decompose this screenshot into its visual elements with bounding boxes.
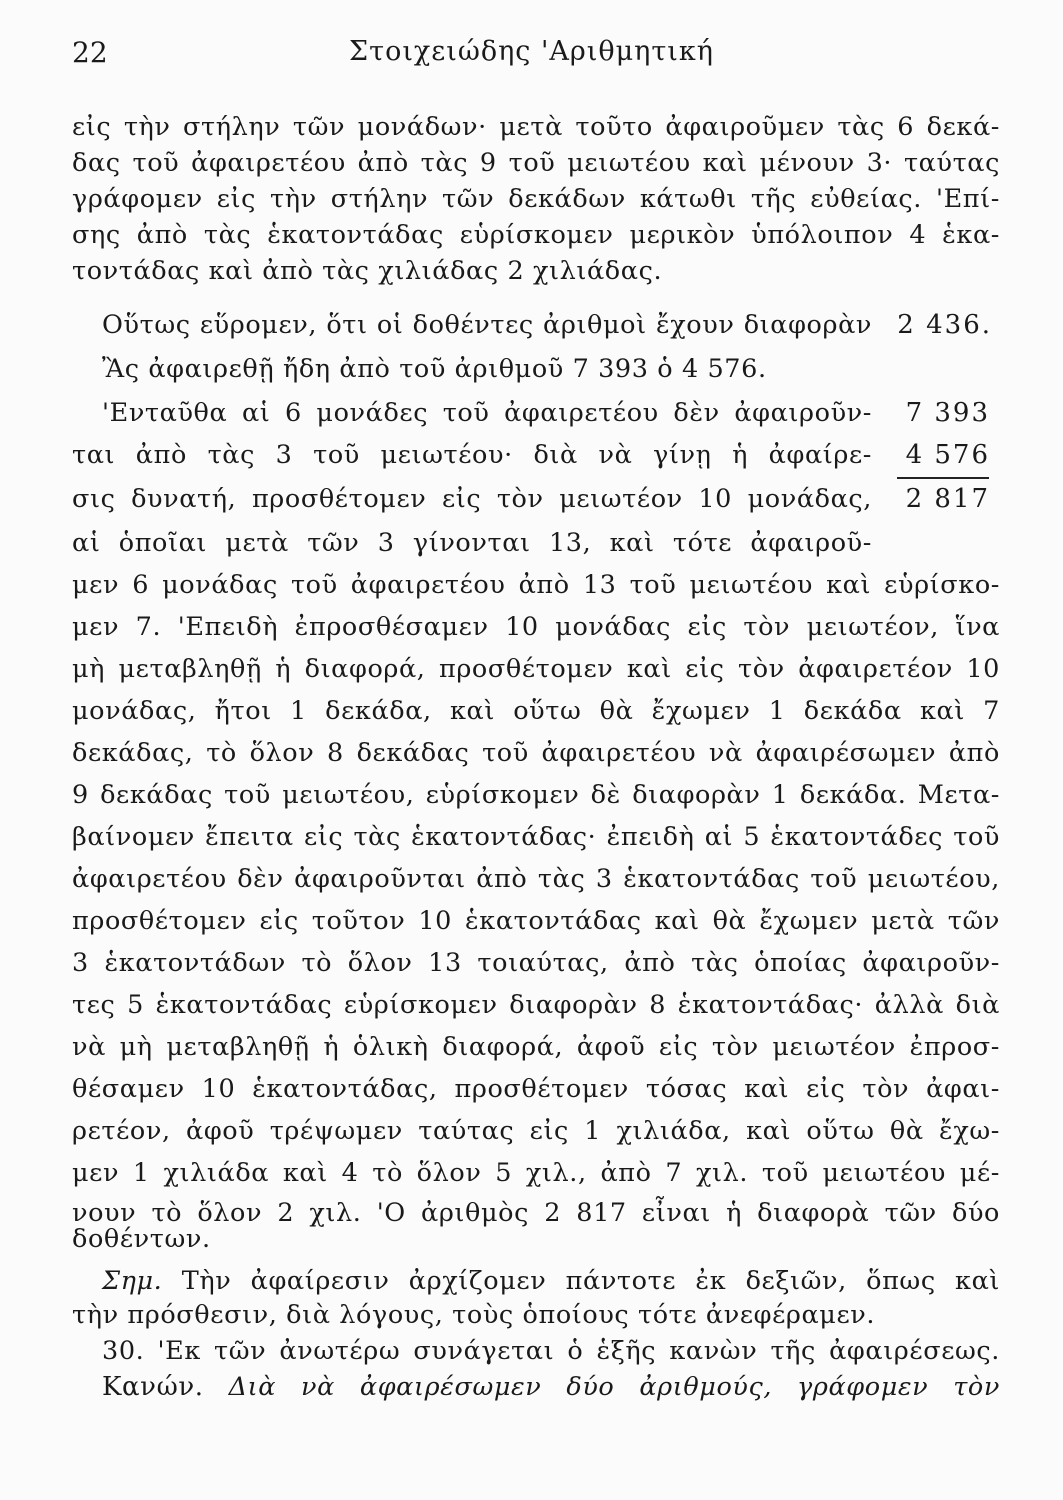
text-line: μεν 1 χιλιάδα καὶ 4 τὸ ὅλον 5 χιλ., ἀπὸ 7 χιλ. τοῦ μειωτέου μέ- <box>72 1158 1000 1188</box>
text-line: ἀφαιρετέου δὲν ἀφαιροῦνται ἀπὸ τὰς 3 ἑκατοντάδας τοῦ μειωτέου, <box>72 864 1000 894</box>
text-line: νὰ μὴ μεταβληθῇ ἡ ὁλικὴ διαφορά, ἀφοῦ εἰς τὸν μειωτέον ἐπροσ- <box>72 1032 1000 1062</box>
subtrahend: 4 576 <box>905 440 990 470</box>
example-statement: Ἂς ἀφαιρεθῇ ἤδη ἀπὸ τοῦ ἀριθμοῦ 7 393 ὁ 4 576. <box>102 354 767 384</box>
difference: 2 817 <box>905 484 990 514</box>
rule-line <box>72 1372 1000 1402</box>
text-line: δεκάδας, τὸ ὅλον 8 δεκάδας τοῦ ἀφαιρετέου νὰ ἀφαιρέσωμεν ἀπὸ <box>72 738 1000 768</box>
note-label: Σημ. <box>102 1266 163 1296</box>
text-line: ρετέον, ἀφοῦ τρέψωμεν ταύτας εἰς 1 χιλιάδα, καὶ οὕτω θὰ ἔχω- <box>72 1116 1000 1146</box>
text-line: μεν 6 μονάδας τοῦ ἀφαιρετέου ἀπὸ 13 τοῦ μειωτέου καὶ εὑρίσκο- <box>72 570 1000 600</box>
text-line: δοθέντων. <box>72 1224 211 1254</box>
text-line: σις δυνατή, προσθέτομεν εἰς τὸν μειωτέον 10 μονάδας, <box>72 484 872 514</box>
rule-text: Διὰ νὰ ἀφαιρέσωμεν δύο ἀριθμούς, γράφομεν τὸν <box>228 1372 1000 1402</box>
text-line: 9 δεκάδας τοῦ μειωτέου, εὑρίσκομεν δὲ διαφορὰν 1 δεκάδα. Μετα- <box>72 780 1000 810</box>
text-line: βαίνομεν ἔπειτα εἰς τὰς ἑκατοντάδας· ἐπειδὴ αἱ 5 ἑκατοντάδες τοῦ <box>72 822 1000 852</box>
page-header <box>0 36 1063 76</box>
text-line: δας τοῦ ἀφαιρετέου ἀπὸ τὰς 9 τοῦ μειωτέου καὶ μένουν 3· ταύτας <box>72 148 1000 178</box>
text-line: 3 ἑκατοντάδων τὸ ὅλον 13 τοιαύτας, ἀπὸ τὰς ὁποίας ἀφαιροῦν- <box>72 948 1000 978</box>
result-text: Οὕτως εὕρομεν, ὅτι οἱ δοθέντες ἀριθμοὶ ἔχουν διαφορὰν <box>102 310 872 340</box>
text-line: μεν 7. 'Επειδὴ ἐπροσθέσαμεν 10 μονάδας εἰς τὸν μειωτέον, ἵνα <box>72 612 1000 642</box>
minuend: 7 393 <box>905 398 990 428</box>
result-value: 2 436. <box>897 310 992 340</box>
page-number: 22 <box>72 36 108 69</box>
text-line: γράφομεν εἰς τὴν στήλην τῶν δεκάδων κάτωθι τῆς εὐθείας. 'Επί- <box>72 184 1000 214</box>
subtraction-rule <box>897 477 989 479</box>
note-text: Τὴν ἀφαίρεσιν ἀρχίζομεν πάντοτε ἐκ δεξιῶν, ὅπως καὶ <box>181 1266 1000 1296</box>
text-line: μὴ μεταβληθῇ ἡ διαφορά, προσθέτομεν καὶ εἰς τὸν ἀφαιρετέον 10 <box>72 654 1000 684</box>
text-line: 'Ενταῦθα αἱ 6 μονάδες τοῦ ἀφαιρετέου δὲν ἀφαιροῦν- <box>102 398 872 428</box>
section-heading: 30. 'Εκ τῶν ἀνωτέρω συνάγεται ὁ ἑξῆς κανὼν τῆς ἀφαιρέσεως. <box>102 1336 1000 1366</box>
text-line: εἰς τὴν στήλην τῶν μονάδων· μετὰ τοῦτο ἀφαιροῦμεν τὰς 6 δεκά- <box>72 112 1000 142</box>
text-line: ται ἀπὸ τὰς 3 τοῦ μειωτέου· διὰ νὰ γίνῃ ἡ ἀφαίρε- <box>72 440 872 470</box>
text-line: τὴν πρόσθεσιν, διὰ λόγους, τοὺς ὁποίους τότε ἀνεφέραμεν. <box>72 1300 876 1330</box>
text-line: νουν τὸ ὅλον 2 χιλ. 'Ο ἀριθμὸς 2 817 εἶναι ἡ διαφορὰ τῶν δύο <box>72 1198 1000 1228</box>
note-line <box>72 1266 1000 1296</box>
text-line: σης ἀπὸ τὰς ἑκατοντάδας εὑρίσκομεν μερικὸν ὑπόλοιπον 4 ἑκα- <box>72 220 1000 250</box>
rule-label: Κανών. <box>102 1372 204 1402</box>
running-title: Στοιχειώδης 'Αριθμητική <box>349 36 714 67</box>
text-line: τοντάδας καὶ ἀπὸ τὰς χιλιάδας 2 χιλιάδας. <box>72 256 663 286</box>
text-line: προσθέτομεν εἰς τοῦτον 10 ἑκατοντάδας καὶ θὰ ἔχωμεν μετὰ τῶν <box>72 906 1000 936</box>
text-line: μονάδας, ἤτοι 1 δεκάδα, καὶ οὕτω θὰ ἔχωμεν 1 δεκάδα καὶ 7 <box>72 696 1000 726</box>
text-line: αἱ ὁποῖαι μετὰ τῶν 3 γίνονται 13, καὶ τότε ἀφαιροῦ- <box>72 528 872 558</box>
text-line: θέσαμεν 10 ἑκατοντάδας, προσθέτομεν τόσας καὶ εἰς τὸν ἀφαι- <box>72 1074 1000 1104</box>
text-line: τες 5 ἑκατοντάδας εὑρίσκομεν διαφορὰν 8 ἑκατοντάδας· ἀλλὰ διὰ <box>72 990 1000 1020</box>
